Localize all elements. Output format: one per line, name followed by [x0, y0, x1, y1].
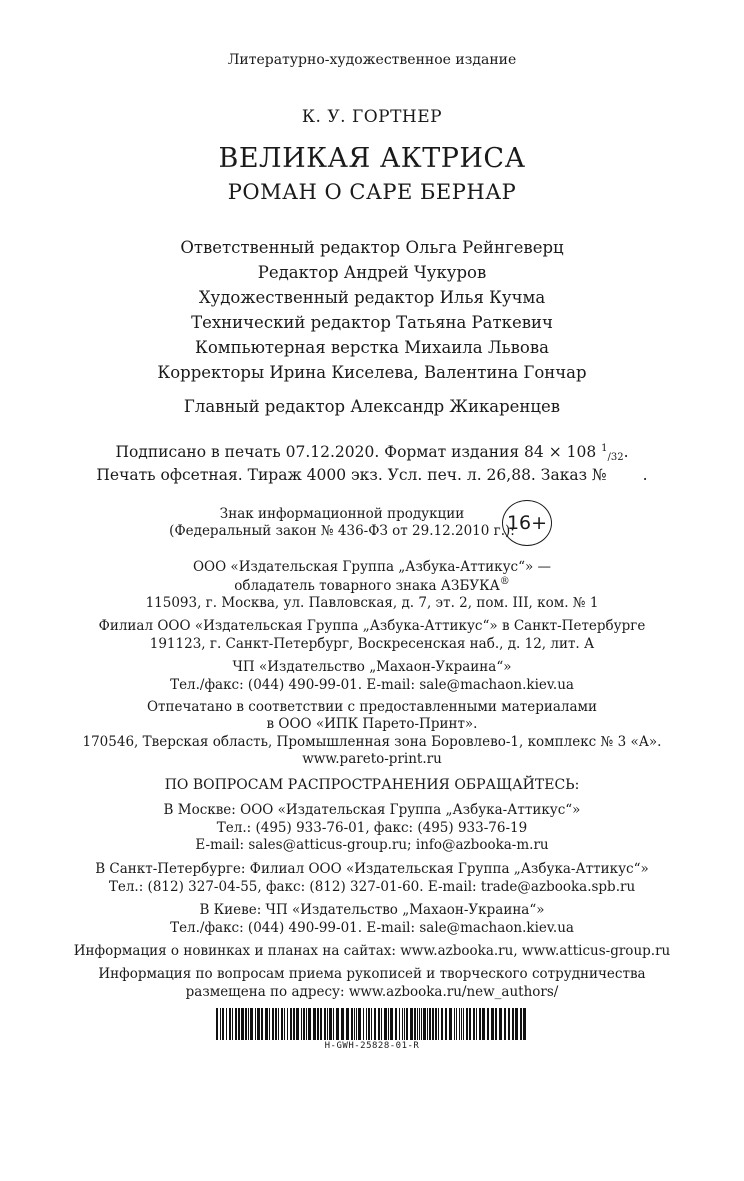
barcode-bar — [374, 1008, 376, 1040]
barcode-bar — [255, 1008, 256, 1040]
print-info-line-1: Подписано в печать 07.12.2020. Формат издания 84 × 108 1/32. — [115, 443, 629, 463]
barcode-bar — [320, 1008, 322, 1040]
barcode-bar — [495, 1008, 497, 1040]
barcode-bar — [226, 1008, 227, 1040]
barcode-bar — [250, 1008, 253, 1040]
publisher-line: обладатель товарного знака АЗБУКА® — [234, 576, 510, 594]
barcode-bar — [459, 1008, 460, 1040]
ukraine-contacts: Тел./факс: (044) 490-99-01. E-mail: sale@machaon.kiev.ua — [170, 677, 574, 693]
distribution-heading: ПО ВОПРОСАМ РАСПРОСТРАНЕНИЯ ОБРАЩАЙТЕСЬ: — [164, 777, 580, 793]
distribution-moscow: Тел.: (495) 933-76-01, факс: (495) 933-76-19 — [216, 820, 528, 836]
barcode-bar — [456, 1008, 457, 1040]
publisher-address: 115093, г. Москва, ул. Павловская, д. 7, эт. 2, пом. III, ком. № 1 — [145, 595, 599, 611]
barcode-bar — [220, 1008, 221, 1040]
publisher-line: ООО «Издательская Группа „Азбука-Аттикус“» — — [192, 559, 552, 575]
barcode-bar — [308, 1008, 311, 1040]
credit-line: Художественный редактор Илья Кучма — [198, 288, 546, 307]
barcode-bar — [293, 1008, 295, 1040]
barcode-bar — [402, 1008, 403, 1040]
age-label-1: Знак информационной продукции — [219, 506, 465, 522]
barcode-bar — [248, 1008, 249, 1040]
barcode-bar — [329, 1008, 332, 1040]
barcode-bar — [358, 1008, 361, 1040]
barcode-bar — [261, 1008, 263, 1040]
barcode-bar — [429, 1008, 431, 1040]
barcode-bar — [512, 1008, 514, 1040]
barcode-bar — [366, 1008, 367, 1040]
info-sites: Информация о новинках и планах на сайтах: www.azbooka.ru, www.atticus-group.ru — [73, 943, 671, 959]
barcode-bar — [296, 1008, 299, 1040]
credit-line: Корректоры Ирина Киселева, Валентина Гончар — [157, 363, 587, 382]
barcode-bar — [317, 1008, 319, 1040]
barcode-bar — [414, 1008, 416, 1040]
barcode-bar — [287, 1008, 288, 1040]
barcode-bar — [499, 1008, 502, 1040]
barcode-bar — [515, 1008, 518, 1040]
barcode — [216, 1008, 528, 1040]
barcode-bar — [368, 1008, 370, 1040]
barcode-bar — [241, 1008, 244, 1040]
printed-line: Отпечатано в соответствии с предоставленными материалами — [146, 699, 598, 715]
barcode-bar — [441, 1008, 443, 1040]
barcode-bar — [417, 1008, 418, 1040]
barcode-bar — [476, 1008, 477, 1040]
barcode-bar — [346, 1008, 349, 1040]
barcode-bar — [306, 1008, 307, 1040]
barcode-bar — [423, 1008, 426, 1040]
book-title: ВЕЛИКАЯ АКТРИСА — [218, 143, 526, 174]
printed-line: в ООО «ИПК Парето-Принт». — [266, 716, 478, 732]
print-info-text: Подписано в печать 07.12.2020. Формат издания 84 × 108 — [115, 443, 602, 461]
barcode-bar — [520, 1008, 522, 1040]
barcode-bar — [378, 1008, 380, 1040]
barcode-bar — [356, 1008, 357, 1040]
barcode-bar — [473, 1008, 475, 1040]
barcode-bar — [324, 1008, 326, 1040]
barcode-bar — [427, 1008, 428, 1040]
barcode-bar — [216, 1008, 218, 1040]
barcode-bar — [438, 1008, 439, 1040]
barcode-bar — [390, 1008, 393, 1040]
barcode-bar — [272, 1008, 274, 1040]
credit-line: Ответственный редактор Ольга Рейнгеверц — [180, 238, 564, 257]
barcode-bar — [482, 1008, 485, 1040]
barcode-bar — [269, 1008, 270, 1040]
barcode-bar — [388, 1008, 389, 1040]
barcode-bar — [222, 1008, 224, 1040]
barcode-bar — [265, 1008, 268, 1040]
barcode-bar — [435, 1008, 437, 1040]
barcode-bar — [508, 1008, 510, 1040]
distribution-kiev: В Киеве: ЧП «Издательство „Махаон-Украина“» — [199, 902, 545, 918]
info-manuscripts: размещена по адресу: www.azbooka.ru/new_authors/ — [185, 984, 559, 1000]
barcode-code: H-GWH-25828-01-R — [324, 1041, 420, 1051]
barcode-bar — [421, 1008, 422, 1040]
barcode-bar — [432, 1008, 434, 1040]
barcode-bar — [491, 1008, 494, 1040]
credit-line: Компьютерная верстка Михаила Львова — [195, 338, 549, 357]
barcode-bar — [245, 1008, 247, 1040]
barcode-bar — [303, 1008, 305, 1040]
barcode-bar — [351, 1008, 353, 1040]
barcode-bar — [419, 1008, 420, 1040]
barcode-bar — [229, 1008, 231, 1040]
printed-address: 170546, Тверская область, Промышленная зона Боровлево-1, комплекс № 3 «А». — [82, 734, 662, 750]
age-rating-badge: 16+ — [502, 500, 552, 546]
barcode-bar — [354, 1008, 355, 1040]
barcode-bar — [406, 1008, 408, 1040]
registered-mark: ® — [499, 576, 510, 587]
barcode-bar — [363, 1008, 364, 1040]
barcode-bar — [281, 1008, 283, 1040]
credit-line: Редактор Андрей Чукуров — [257, 263, 487, 282]
distribution-spb: Тел.: (812) 327-04-55, факс: (812) 327-01-60. E-mail: trade@azbooka.spb.ru — [108, 879, 636, 895]
barcode-bar — [313, 1008, 316, 1040]
barcode-bar — [238, 1008, 240, 1040]
barcode-bar — [454, 1008, 455, 1040]
barcode-bar — [275, 1008, 277, 1040]
credit-line: Технический редактор Татьяна Раткевич — [191, 313, 553, 332]
barcode-bar — [410, 1008, 413, 1040]
format-fraction: 1/32 — [601, 443, 624, 463]
barcode-bar — [336, 1008, 339, 1040]
barcode-bar — [381, 1008, 382, 1040]
ukraine-line: ЧП «Издательство „Махаон-Украина“» — [232, 659, 512, 675]
book-subtitle: РОМАН О САРЕ БЕРНАР — [227, 180, 517, 204]
barcode-bar — [384, 1008, 387, 1040]
branch-spb-address: 191123, г. Санкт-Петербург, Воскресенская наб., д. 12, лит. А — [149, 636, 595, 652]
barcode-bar — [371, 1008, 372, 1040]
author-name: К. У. ГОРТНЕР — [301, 107, 443, 127]
barcode-bar — [290, 1008, 292, 1040]
barcode-bar — [257, 1008, 260, 1040]
barcode-bar — [487, 1008, 489, 1040]
barcode-bar — [284, 1008, 285, 1040]
distribution-moscow: В Москве: ООО «Издательская Группа „Азбука-Аттикус“» — [163, 802, 581, 818]
barcode-bar — [232, 1008, 233, 1040]
barcode-bar — [278, 1008, 279, 1040]
distribution-spb: В Санкт-Петербурге: Филиал ООО «Издательская Группа „Азбука-Аттикус“» — [95, 861, 649, 877]
barcode-bar — [449, 1008, 452, 1040]
barcode-bar — [466, 1008, 468, 1040]
distribution-moscow: E-mail: sales@atticus-group.ru; info@azbooka-m.ru — [195, 837, 549, 853]
branch-spb-line: Филиал ООО «Издательская Группа „Азбука-Аттикус“» в Санкт-Петербурге — [98, 618, 646, 634]
barcode-bar — [461, 1008, 462, 1040]
chief-editor: Главный редактор Александр Жикаренцев — [183, 397, 561, 416]
barcode-bar — [445, 1008, 447, 1040]
barcode-bar — [301, 1008, 302, 1040]
age-label-2: (Федеральный закон № 436-ФЗ от 29.12.2010 г.): — [169, 523, 515, 539]
barcode-bar — [479, 1008, 481, 1040]
print-info-line-2: Печать офсетная. Тираж 4000 экз. Усл. печ. л. 26,88. Заказ № . — [96, 466, 648, 484]
barcode-bar — [469, 1008, 471, 1040]
barcode-bar — [235, 1008, 237, 1040]
info-manuscripts: Информация по вопросам приема рукописей и творческого сотрудничества — [98, 966, 646, 982]
edition-type: Литературно-художественное издание — [227, 52, 517, 68]
barcode-bar — [341, 1008, 344, 1040]
barcode-bar — [404, 1008, 405, 1040]
printed-url: www.pareto-print.ru — [302, 751, 442, 767]
barcode-bar — [399, 1008, 400, 1040]
barcode-bar — [504, 1008, 506, 1040]
barcode-bar — [523, 1008, 526, 1040]
barcode-bar — [463, 1008, 464, 1040]
barcode-bar — [327, 1008, 328, 1040]
barcode-bar — [333, 1008, 334, 1040]
distribution-kiev: Тел./факс: (044) 490-99-01. E-mail: sale@machaon.kiev.ua — [170, 920, 574, 936]
barcode-bar — [395, 1008, 397, 1040]
print-info-order: Печать офсетная. Тираж 4000 экз. Усл. печ. л. 26,88. Заказ № — [96, 466, 607, 484]
